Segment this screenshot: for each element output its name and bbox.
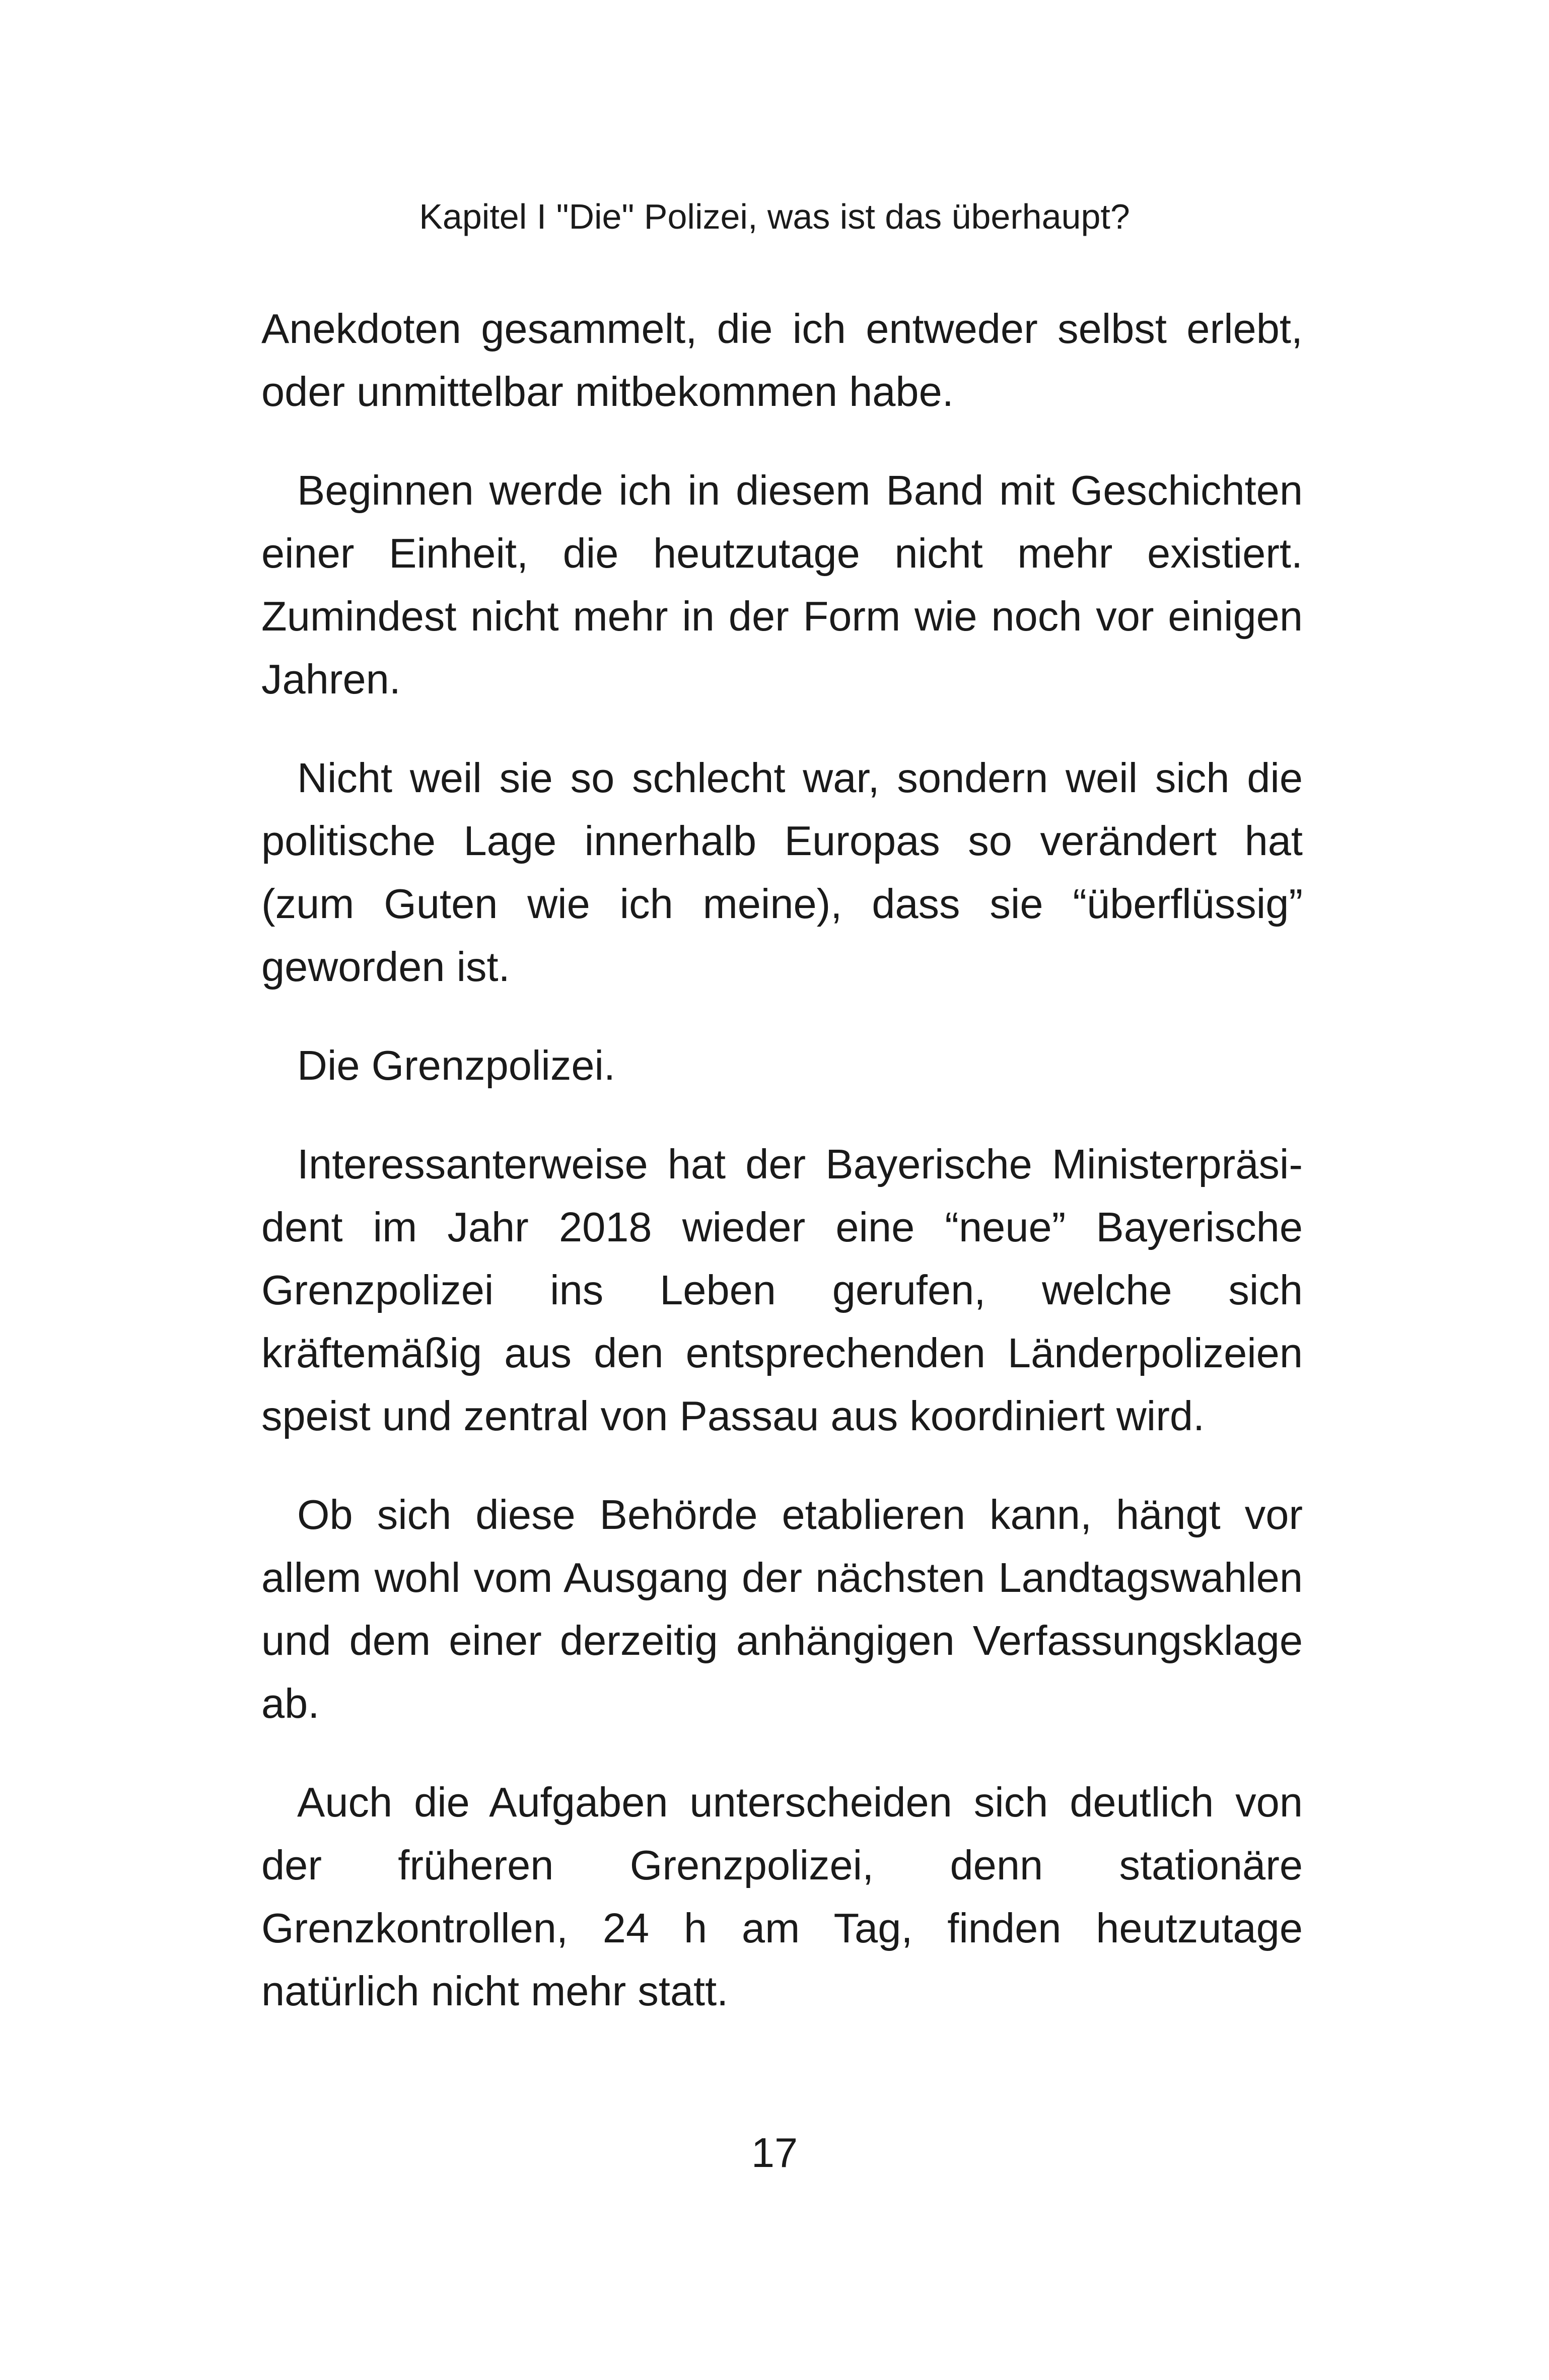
paragraph: Interessanterweise hat der Bayerische Ministerpräsi-dent im Jahr 2018 wieder eine “neue” Bayerische Grenzpolizei ins Leben gerufen, welche sich kräftemäßig aus den entsprechenden Länderpolizeien speist und zentral von Passau aus koordiniert wird.	[261, 1141, 1303, 1439]
paragraph: Anekdoten gesammelt, die ich entweder selbst erlebt, oder unmittelbar mitbekommen habe.	[261, 305, 1303, 415]
paragraph: Auch die Aufgaben unterscheiden sich deutlich von der früheren Grenzpolizei, denn stationäre Grenzkontrollen, 24 h am Tag, finden heutzutage natürlich nicht mehr statt.	[261, 1779, 1303, 2014]
paragraph: Ob sich diese Behörde etablieren kann, hängt vor allem wohl vom Ausgang der nächsten Landtagswahlen und dem einer derzeitig anhängigen Verfassungsklage ab.	[261, 1491, 1303, 1727]
running-header: Kapitel I "Die" Polizei, was ist das überhaupt?	[419, 197, 1130, 236]
paragraph: Nicht weil sie so schlecht war, sondern weil sich die politische Lage innerhalb Europas so verändert hat (zum Guten wie ich meine), dass sie “überflüssig” geworden ist.	[261, 754, 1303, 990]
paragraph: Die Grenzpolizei.	[297, 1042, 615, 1089]
page-number: 17	[751, 2129, 798, 2176]
paragraph: Beginnen werde ich in diesem Band mit Geschichten einer Einheit, die heutzutage nicht mehr existiert. Zumindest nicht mehr in der Form wie noch vor einigen Jahren.	[261, 467, 1303, 703]
body-text	[261, 297, 1303, 2058]
